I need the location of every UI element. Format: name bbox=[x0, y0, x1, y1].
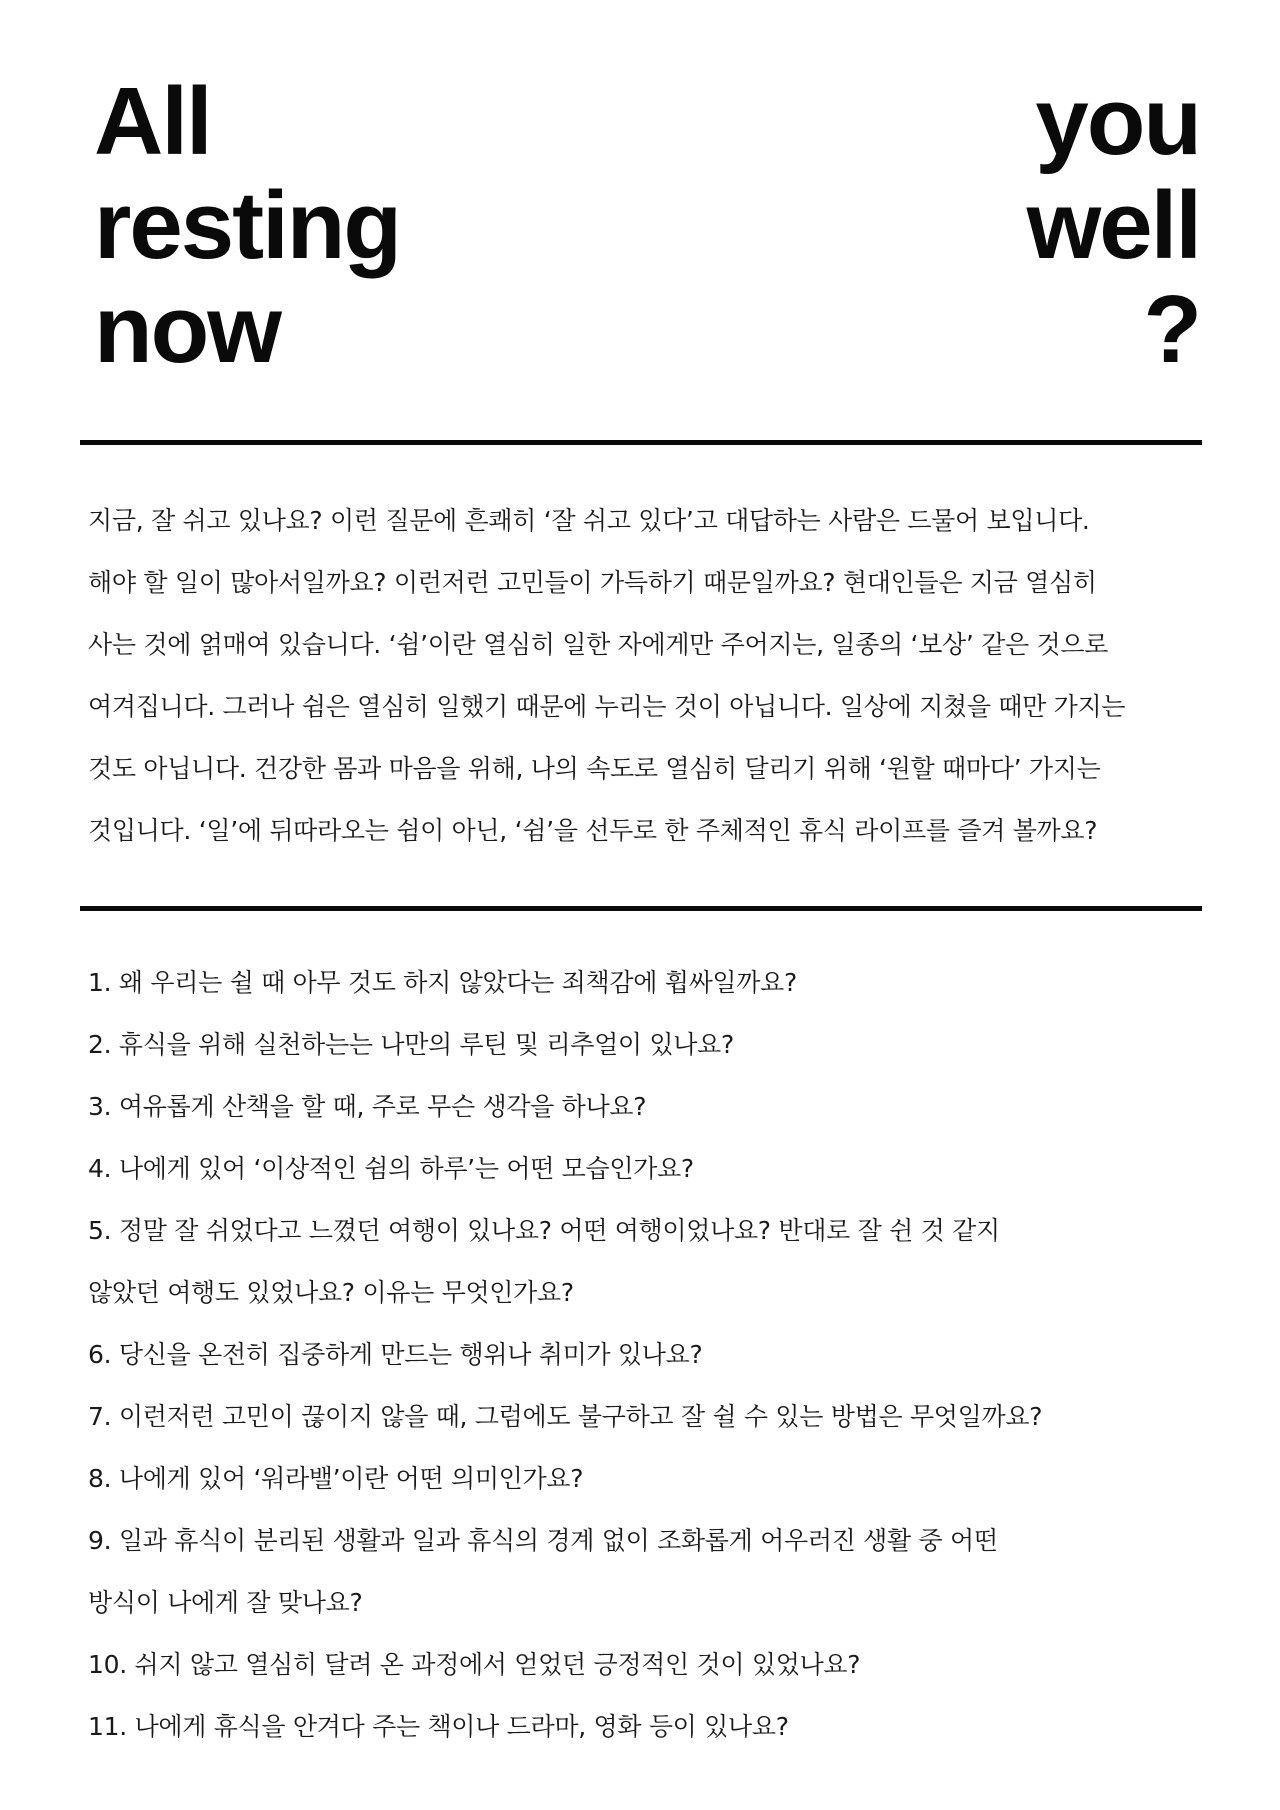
question-list bbox=[88, 952, 1208, 1758]
intro-line: 해야 할 일이 많아서일까요? 이런저런 고민들이 가득하기 때문일까요? 현대인들은 지금 열심히 bbox=[88, 568, 1097, 597]
title-right-line-3: ? bbox=[1143, 276, 1200, 383]
question-item: 4. 나에게 있어 ‘이상적인 쉼의 하루’는 어떤 모습인가요? bbox=[88, 1154, 694, 1183]
question-item: 11. 나에게 휴식을 안겨다 주는 책이나 드라마, 영화 등이 있나요? bbox=[88, 1712, 789, 1741]
question-item: 2. 휴식을 위해 실천하는는 나만의 루틴 및 리추얼이 있나요? bbox=[88, 1030, 734, 1059]
question-item: 3. 여유롭게 산책을 할 때, 주로 무슨 생각을 하나요? bbox=[88, 1092, 647, 1121]
intro-line: 것도 아닙니다. 건강한 몸과 마음을 위해, 나의 속도로 열심히 달리기 위해 ‘원할 때마다’ 가지는 bbox=[88, 754, 1101, 783]
divider-top bbox=[80, 440, 1202, 445]
question-item: 5. 정말 잘 쉬었다고 느꼈던 여행이 있나요? 어떤 여행이었나요? 반대로 잘 쉰 것 같지 bbox=[88, 1216, 1000, 1245]
title-left bbox=[94, 70, 400, 382]
intro-line: 지금, 잘 쉬고 있나요? 이런 질문에 흔쾌히 ‘잘 쉬고 있다’고 대답하는 사람은 드물어 보입니다. bbox=[88, 506, 1090, 535]
intro-line: 사는 것에 얽매여 있습니다. ‘쉼’이란 열심히 일한 자에게만 주어지는, 일종의 ‘보상’ 같은 것으로 bbox=[88, 630, 1109, 659]
title-left-line-2: resting bbox=[94, 172, 401, 279]
question-item: 8. 나에게 있어 ‘워라밸’이란 어떤 의미인가요? bbox=[88, 1464, 584, 1493]
intro-paragraph bbox=[88, 490, 1208, 862]
question-item-continued: 않았던 여행도 있었나요? 이유는 무엇인가요? bbox=[88, 1278, 574, 1307]
question-item: 9. 일과 휴식이 분리된 생활과 일과 휴식의 경계 없이 조화롭게 어우러진 생활 중 어떤 bbox=[88, 1526, 998, 1555]
question-item: 6. 당신을 온전히 집중하게 만드는 행위나 취미가 있나요? bbox=[88, 1340, 703, 1369]
intro-line: 여겨집니다. 그러나 쉼은 열심히 일했기 때문에 누리는 것이 아닙니다. 일상에 지쳤을 때만 가지는 bbox=[88, 692, 1126, 721]
title-right-line-2: well bbox=[1026, 172, 1200, 279]
question-item: 10. 쉬지 않고 열심히 달려 온 과정에서 얻었던 긍정적인 것이 있었나요? bbox=[88, 1650, 861, 1679]
intro-line: 것입니다. ‘일’에 뒤따라오는 쉼이 아닌, ‘쉼’을 선두로 한 주체적인 휴식 라이프를 즐겨 볼까요? bbox=[88, 816, 1098, 845]
title-right bbox=[1027, 70, 1200, 382]
title-left-line-3: now bbox=[94, 276, 280, 383]
divider-middle bbox=[80, 906, 1202, 911]
question-item: 1. 왜 우리는 쉴 때 아무 것도 하지 않았다는 죄책감에 휩싸일까요? bbox=[88, 968, 797, 997]
question-item-continued: 방식이 나에게 잘 맞나요? bbox=[88, 1588, 363, 1617]
question-item: 7. 이런저런 고민이 끊이지 않을 때, 그럼에도 불구하고 잘 쉴 수 있는 방법은 무엇일까요? bbox=[88, 1402, 1043, 1431]
title-left-line-1: All bbox=[94, 68, 211, 175]
title-right-line-1: you bbox=[1035, 68, 1200, 175]
